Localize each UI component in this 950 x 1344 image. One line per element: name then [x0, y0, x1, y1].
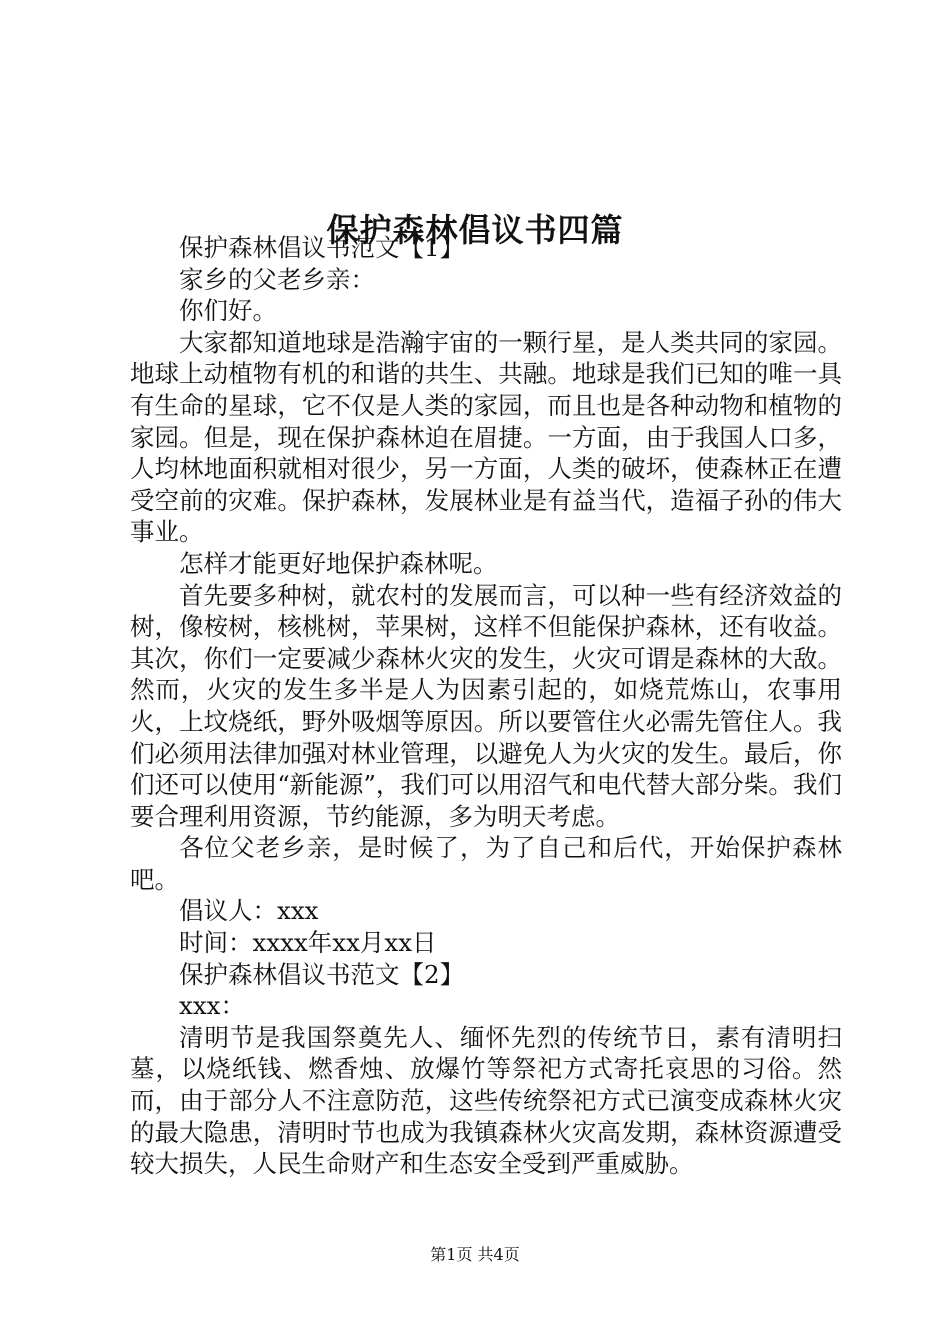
document-title: 保护森林倡议书四篇: [326, 211, 624, 250]
body-paragraph: 清明节是我国祭奠先人、缅怀先烈的传统节日，素有清明扫墓，以烧纸钱、燃香烛、放爆竹等祭祀方式寄托哀思的习俗。然而，由于部分人不注意防范，这些传统祭祀方式已演变成森林火灾的最大隐患，清明时节也成为我镇森林火灾高发期，森林资源遭受较大损失，人民生命财产和生态安全受到严重威胁。: [130, 1022, 842, 1179]
greeting: 你们好。: [179, 296, 277, 326]
signature-date: 时间：xxxx年xx月xx日: [179, 928, 437, 958]
body-paragraph: 各位父老乡亲，是时候了，为了自己和后代，开始保护森林吧。: [130, 833, 842, 894]
body-paragraph: 怎样才能更好地保护森林呢。: [179, 548, 498, 578]
section-heading-2: 保护森林倡议书范文【2】: [179, 959, 465, 989]
section-heading-1: 保护森林倡议书范文【1】: [179, 233, 465, 262]
signature-initiator: 倡议人：xxx: [179, 896, 319, 926]
salutation: xxx：: [179, 991, 245, 1021]
body-paragraph: 首先要多种树，就农村的发展而言，可以种一些有经济效益的树，像桉树，核桃树，苹果树，这样不但能保护森林，还有收益。其次，你们一定要减少森林火灾的发生，火灾可谓是森林的大敌。然而，火灾的发生多半是人为因素引起的，如烧荒炼山，农事用火，上坟烧纸，野外吸烟等原因。所以要管住火必需先管住人。我们必须用法律加强对林业管理，以避免人为火灾的发生。最后，你们还可以使用“新能源”，我们可以用沼气和电代替大部分柴。我们要合理利用资源，节约能源，多为明天考虑。: [130, 580, 842, 831]
body-paragraph: 大家都知道地球是浩瀚宇宙的一颗行星，是人类共同的家园。地球上动植物有机的和谐的共生、共融。地球是我们已知的唯一具有生命的星球，它不仅是人类的家园，而且也是各种动物和植物的家园。但是，现在保护森林迫在眉捷。一方面，由于我国人口多，人均林地面积就相对很少，另一方面，人类的破坏，使森林正在遭受空前的灾难。保护森林，发展林业是有益当代，造福子孙的伟大事业。: [130, 327, 842, 547]
salutation: 家乡的父老乡亲：: [179, 264, 375, 294]
document-body: [130, 232, 842, 1180]
page-footer: 第1页 共4页: [430, 1245, 520, 1264]
